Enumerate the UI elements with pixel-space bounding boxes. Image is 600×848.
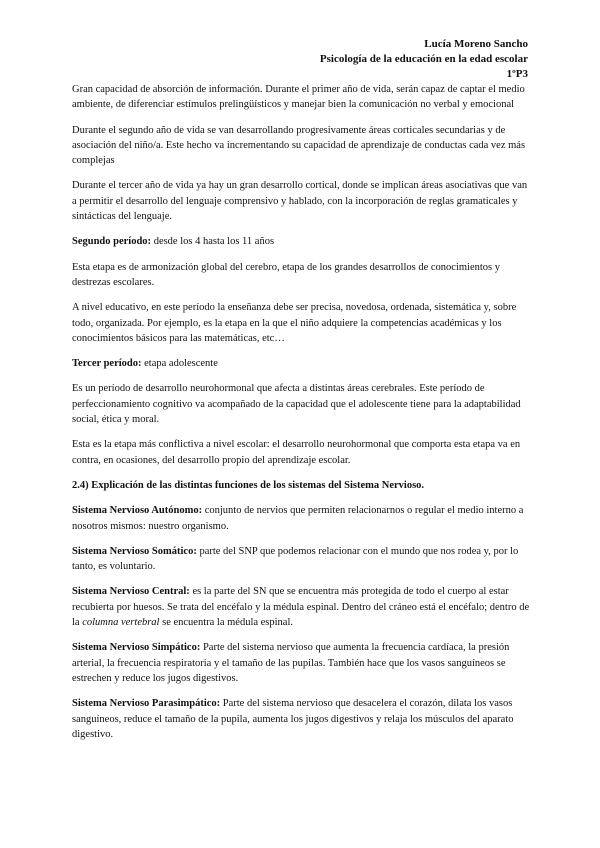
definition-somatico-label: Sistema Nervioso Somático: <box>72 545 197 557</box>
definition-autonomo-text: conjunto de nervios que permiten relacionarnos o regular el medio interno a nosotros mismos: nuestro organismo. <box>72 505 524 532</box>
group-label: 1ºP3 <box>506 68 528 80</box>
segundo-periodo-label: Segundo período: <box>72 236 152 248</box>
paragraph-armonizacion: Esta etapa es de armonización global del cerebro, etapa de los grandes desarrollos de conocimientos y destrezas escolares. <box>72 261 501 288</box>
paragraph-third-year: Durante el tercer año de vida ya hay un gran desarrollo cortical, donde se implican áreas asociativas que van a permitir el desarrollo del lenguaje comprensivo y hablado, con la incorporación de reglas gramaticales y sintácticas del lenguaje. <box>72 180 528 223</box>
segundo-periodo-text: desde los 4 hasta los 11 años <box>151 236 275 248</box>
definition-central-text-b: se encuentra la médula espinal. <box>159 617 294 629</box>
definition-parasimpatico-text: Parte del sistema nervioso que desacelera el corazón, dilata los vasos sanguíneos, reduce el tamaño de la pupila, aumenta los jugos digestivos y relaja los músculos del aparato digestivo. <box>72 698 514 740</box>
paragraph-nivel-educativo: A nivel educativo, en este período la enseñanza debe ser precisa, novedosa, ordenada, sistemática y, sobre todo, organizada. Por ejemplo, es la etapa en la que el niño adquiere la competencias académicas y los conocimientos básicos para las matemáticas, etc… <box>72 302 517 344</box>
paragraph-second-year: Durante el segundo año de vida se van desarrollando progresivamente áreas corticales secundarias y de asociación del niño/a. Este hecho va incrementando su capacidad de aprendizaje de conductas cada vez más complejas <box>72 124 526 167</box>
definition-parasimpatico-label: Sistema Nervioso Parasimpático: <box>72 698 221 710</box>
definition-central <box>72 584 530 630</box>
definition-parasimpatico <box>72 696 530 742</box>
paragraph-first-year: Gran capacidad de absorción de información. Durante el primer año de vida, serán capaz de captar el medio ambiente, de diferenciar estímulos prelingüísticos y manejar bien la comunicación no verbal y emocional <box>72 84 525 111</box>
definition-autonomo-label: Sistema Nervioso Autónomo: <box>72 505 203 517</box>
definition-somatico <box>72 544 530 575</box>
page-header <box>320 37 528 82</box>
section-heading-text: 2.4) Explicación de las distintas funciones de los sistemas del Sistema Nervioso. <box>72 479 425 491</box>
section-heading <box>72 478 530 493</box>
tercer-periodo-label: Tercer período: <box>72 358 142 370</box>
paragraph-neurohormonal: Es un período de desarrollo neurohormonal que afecta a distintas áreas cerebrales. Este período de perfeccionamiento cognitivo va acompañado de la capacidad que el adolescente tiene para la adaptabilidad social, ética y moral. <box>72 383 521 426</box>
definition-autonomo <box>72 503 530 534</box>
definition-simpatico <box>72 640 530 686</box>
definition-simpatico-text: Parte del sistema nervioso que aumenta la frecuencia cardíaca, la presión arterial, la frecuencia respiratoria y el tamaño de las pupilas. También hace que los vasos sanguíneos se estrechen y reduce los jugos digestivos. <box>72 642 510 684</box>
tercer-periodo-text: etapa adolescente <box>141 358 218 370</box>
definition-central-text-a: es la parte del SN que se encuentra más protegida de todo el cuerpo al estar recubierta por huesos. Se trata del encéfalo y la médula espinal. Dentro del cráneo está el encéfalo; dentro de la <box>72 586 530 629</box>
document-body <box>72 82 530 752</box>
author-name: Lucía Moreno Sancho <box>424 38 528 50</box>
tercer-periodo <box>72 356 530 371</box>
definition-somatico-text: parte del SNP que podemos relacionar con el mundo que nos rodea y, por lo tanto, es voluntario. <box>72 545 519 573</box>
segundo-periodo <box>72 234 530 249</box>
definition-simpatico-label: Sistema Nervioso Simpático: <box>72 642 201 654</box>
definition-central-label: Sistema Nervioso Central: <box>72 586 190 598</box>
definition-central-italic: columna vertebral <box>82 617 160 629</box>
course-title: Psicología de la educación en la edad escolar <box>319 53 528 65</box>
paragraph-conflictiva: Esta es la etapa más conflictiva a nivel escolar: el desarrollo neurohormonal que comporta esta etapa va en contra, en ocasiones, del desarrollo propio del aprendizaje escolar. <box>72 439 521 466</box>
